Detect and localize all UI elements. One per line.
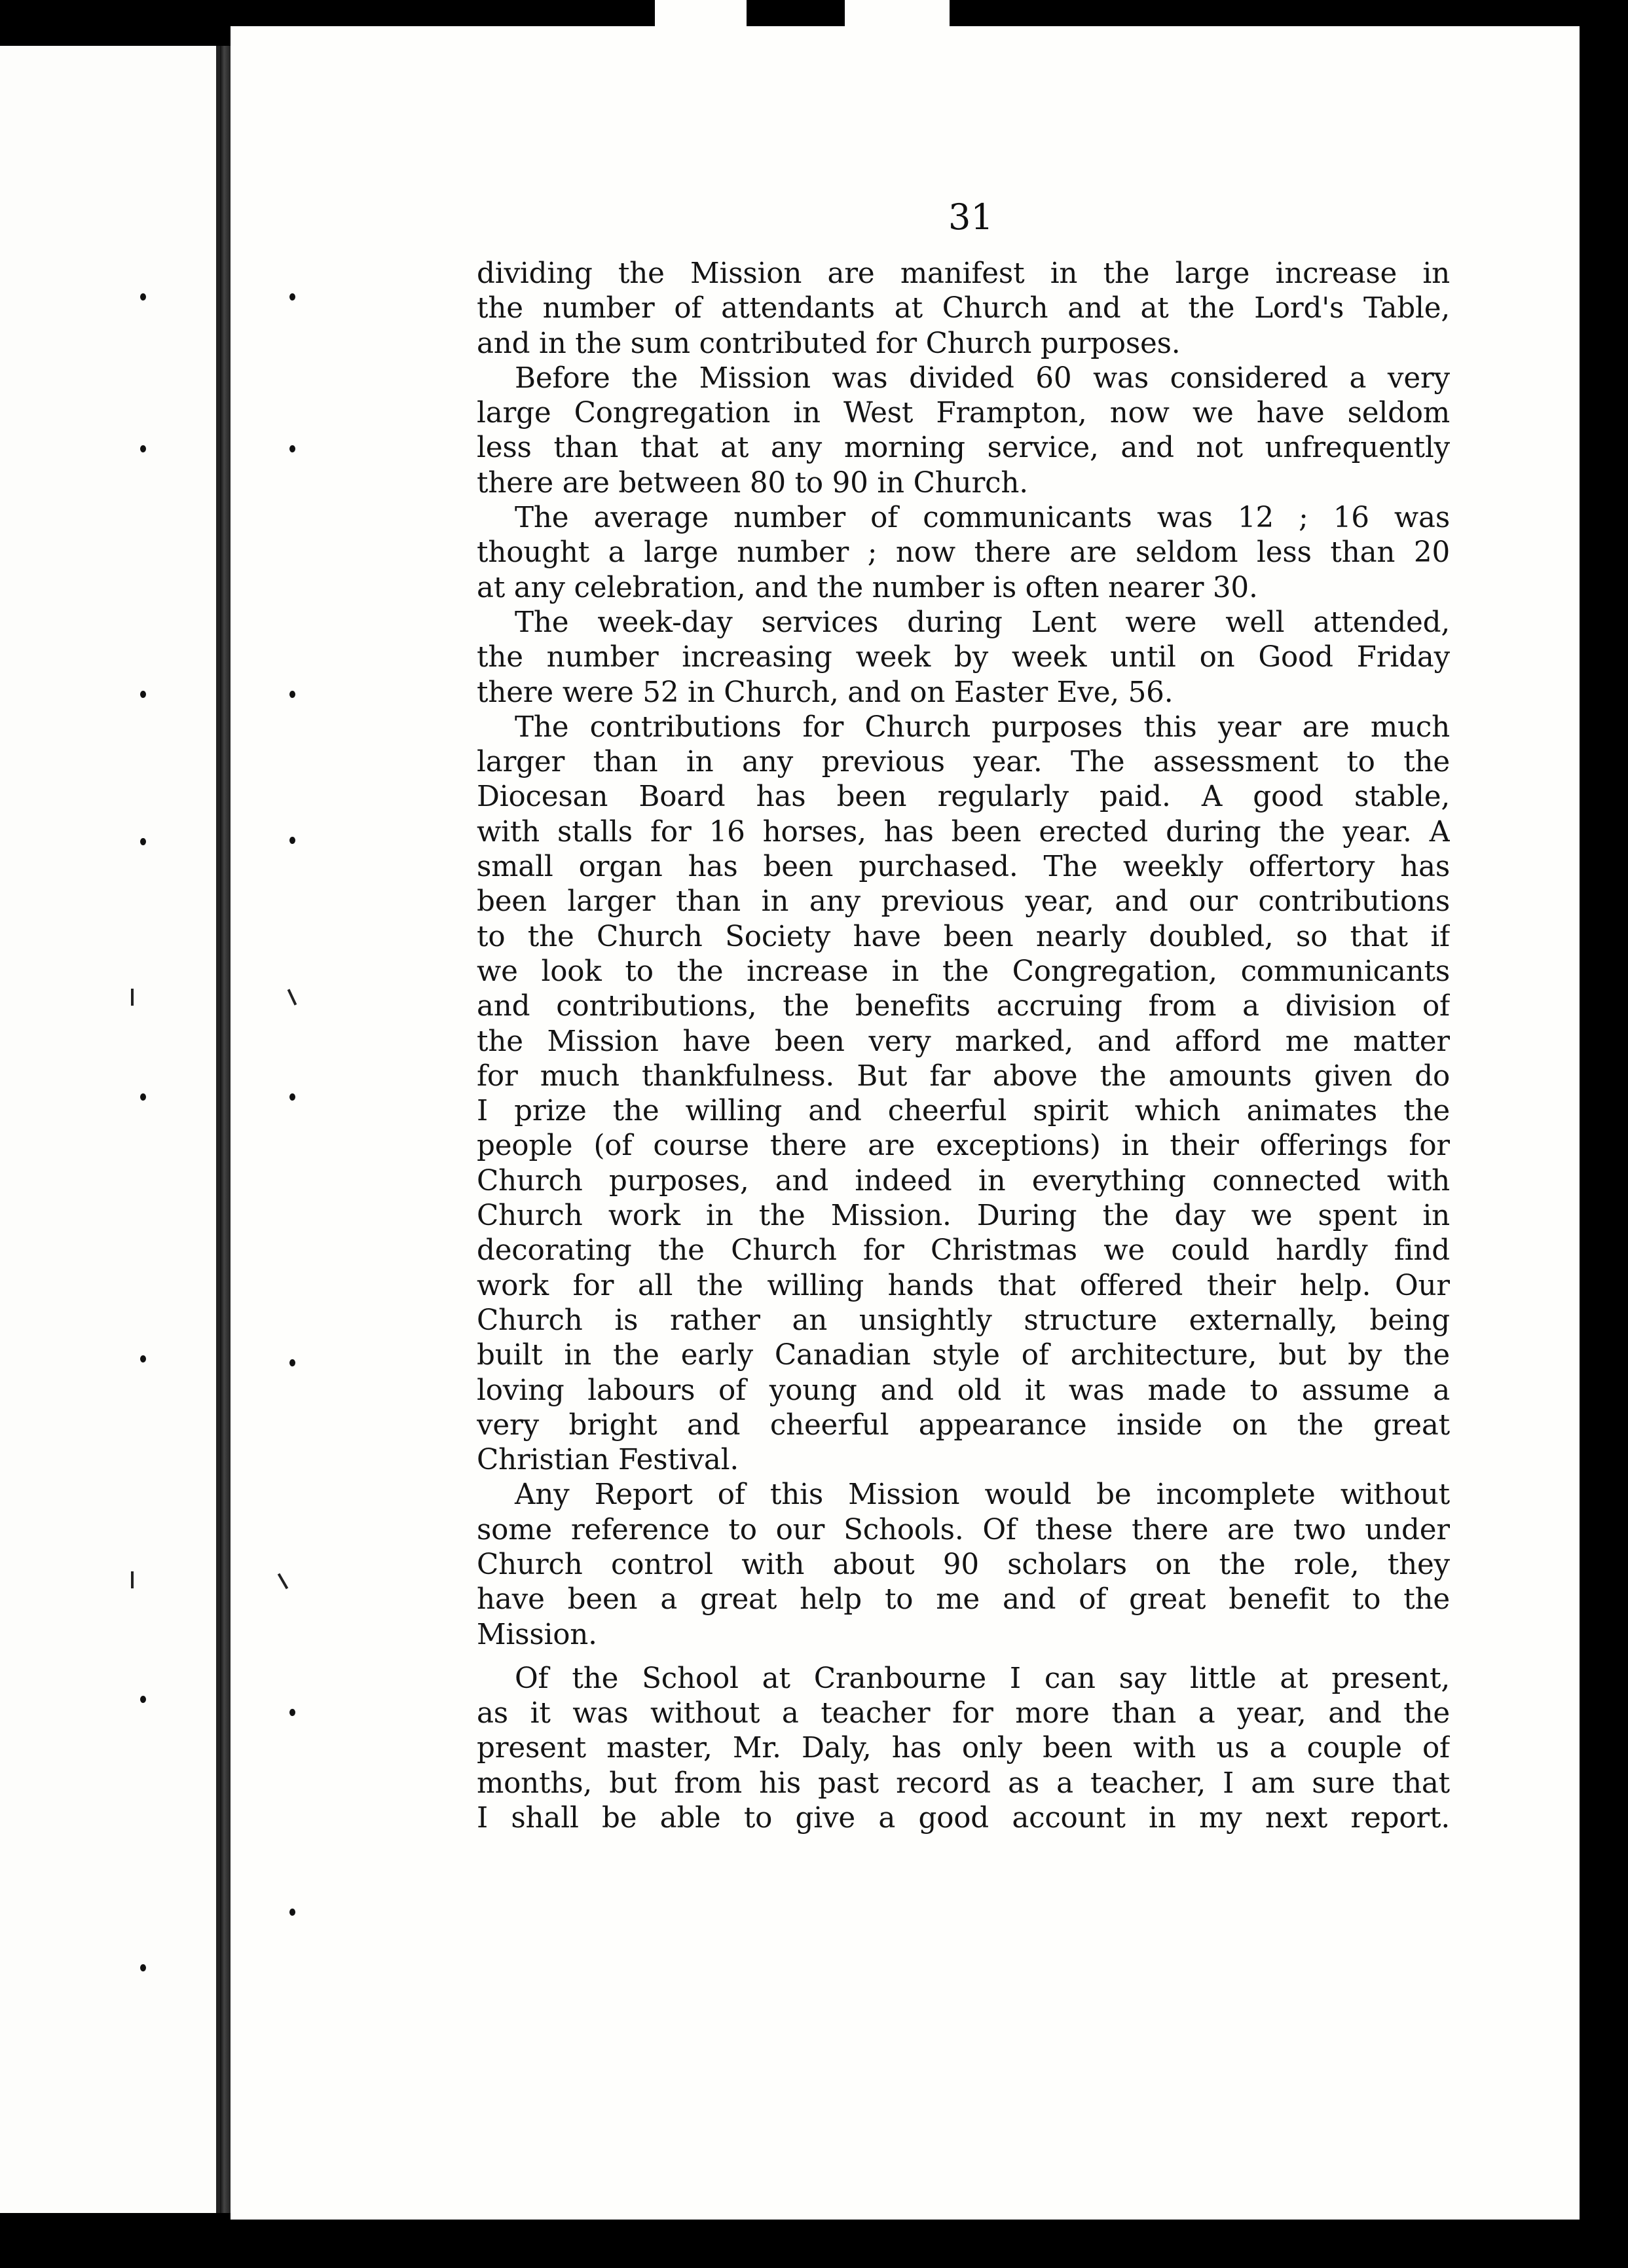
text-line: decorating the Church for Christmas we could hardly find xyxy=(477,1234,1450,1268)
margin-speck xyxy=(289,1093,295,1101)
text-line: I prize the willing and cheerful spirit which animates the xyxy=(477,1095,1450,1128)
margin-speck xyxy=(289,1909,295,1916)
paragraph xyxy=(477,1478,1450,1652)
report-text xyxy=(477,257,1450,1836)
paragraph xyxy=(477,606,1450,710)
margin-mark xyxy=(287,989,297,1005)
left-page xyxy=(0,46,220,2213)
text-line: less than that at any morning service, and not unfrequently xyxy=(477,431,1450,465)
text-line: there are between 80 to 90 in Church. xyxy=(477,466,1028,500)
text-line: work for all the willing hands that offered their help. Our xyxy=(477,1269,1450,1302)
margin-speck xyxy=(289,691,295,698)
text-line: Of the School at Cranbourne I can say little at present, xyxy=(515,1662,1450,1695)
text-line: have been a great help to me and of great benefit to the xyxy=(477,1583,1450,1617)
text-line: to the Church Society have been nearly doubled, so that if xyxy=(477,920,1450,953)
margin-speck xyxy=(140,1964,146,1971)
paragraph xyxy=(477,501,1450,606)
text-line: Church is rather an unsightly structure externally, being xyxy=(477,1304,1450,1337)
text-line: Christian Festival. xyxy=(477,1444,739,1477)
paragraph xyxy=(477,361,1450,501)
text-line: I shall be able to give a good account in my next report. xyxy=(477,1802,1450,1835)
text-line: Before the Mission was divided 60 was considered a very xyxy=(515,361,1450,395)
margin-speck xyxy=(289,1709,295,1716)
margin-speck xyxy=(140,838,146,845)
margin-mark xyxy=(131,1571,134,1588)
text-line: small organ has been purchased. The weekly offertory has xyxy=(477,850,1450,884)
margin-speck xyxy=(140,1355,146,1363)
text-line: the number of attendants at Church and at the Lord's Table, xyxy=(477,292,1450,325)
paragraph xyxy=(477,710,1450,1478)
text-line: the Mission have been very marked, and afford me matter xyxy=(477,1025,1450,1058)
text-line: and contributions, the benefits accruing from a division of xyxy=(477,990,1450,1023)
text-line: the number increasing week by week until on Good Friday xyxy=(477,641,1450,674)
margin-mark xyxy=(278,1573,288,1590)
text-line: at any celebration, and the number is often nearer 30. xyxy=(477,571,1258,604)
text-line: Diocesan Board has been regularly paid. A good stable, xyxy=(477,780,1450,814)
text-line: larger than in any previous year. The assessment to the xyxy=(477,746,1450,779)
margin-speck xyxy=(140,691,146,698)
margin-speck xyxy=(140,445,146,452)
text-line: Church work in the Mission. During the day we spent in xyxy=(477,1199,1450,1233)
text-line: for much thankfulness. But far above the amounts given do xyxy=(477,1059,1450,1093)
margin-speck xyxy=(289,293,295,301)
text-line: Mission. xyxy=(477,1618,597,1651)
torn-top-edge xyxy=(845,0,950,26)
text-line: some reference to our Schools. Of these there are two under xyxy=(477,1513,1450,1546)
text-line: large Congregation in West Frampton, now we have seldom xyxy=(477,397,1450,430)
margin-speck xyxy=(140,1093,146,1101)
text-line: present master, Mr. Daly, has only been with us a couple of xyxy=(477,1732,1450,1765)
text-line: The week-day services during Lent were well attended, xyxy=(515,606,1450,639)
margin-speck xyxy=(140,1696,146,1703)
text-line: with stalls for 16 horses, has been erected during the year. A xyxy=(477,815,1450,849)
margin-mark xyxy=(131,989,134,1006)
paragraph xyxy=(477,1662,1450,1836)
margin-speck xyxy=(289,837,295,844)
text-line: very bright and cheerful appearance inside on the great xyxy=(477,1408,1450,1442)
margin-speck xyxy=(289,445,295,452)
book-spine xyxy=(220,46,231,2213)
paragraph xyxy=(477,257,1450,361)
text-line: built in the early Canadian style of architecture, but by the xyxy=(477,1339,1450,1372)
text-line: people (of course there are exceptions) in their offerings for xyxy=(477,1129,1450,1163)
text-line: there were 52 in Church, and on Easter Eve, 56. xyxy=(477,676,1174,709)
text-line: Church purposes, and indeed in everything connected with xyxy=(477,1164,1450,1198)
text-line: The average number of communicants was 12 ; 16 was xyxy=(515,502,1450,535)
text-line: we look to the increase in the Congregation, communicants xyxy=(477,955,1450,988)
text-line: as it was without a teacher for more than a year, and the xyxy=(477,1697,1450,1730)
margin-speck xyxy=(289,1359,295,1366)
text-line: and in the sum contributed for Church purposes. xyxy=(477,327,1181,360)
text-line: dividing the Mission are manifest in the large increase in xyxy=(477,257,1450,290)
text-line: thought a large number ; now there are seldom less than 20 xyxy=(477,536,1450,570)
text-line: Church control with about 90 scholars on the role, they xyxy=(477,1548,1450,1581)
text-line: months, but from his past record as a teacher, I am sure that xyxy=(477,1766,1450,1800)
torn-top-edge xyxy=(655,0,747,29)
margin-speck xyxy=(140,293,146,301)
text-line: loving labours of young and old it was made to assume a xyxy=(477,1374,1450,1407)
text-line: Any Report of this Mission would be incomplete without xyxy=(515,1478,1450,1512)
text-line: been larger than in any previous year, and our contributions xyxy=(477,885,1450,919)
text-line: The contributions for Church purposes this year are much xyxy=(515,710,1450,744)
page-number: 31 xyxy=(948,196,993,238)
